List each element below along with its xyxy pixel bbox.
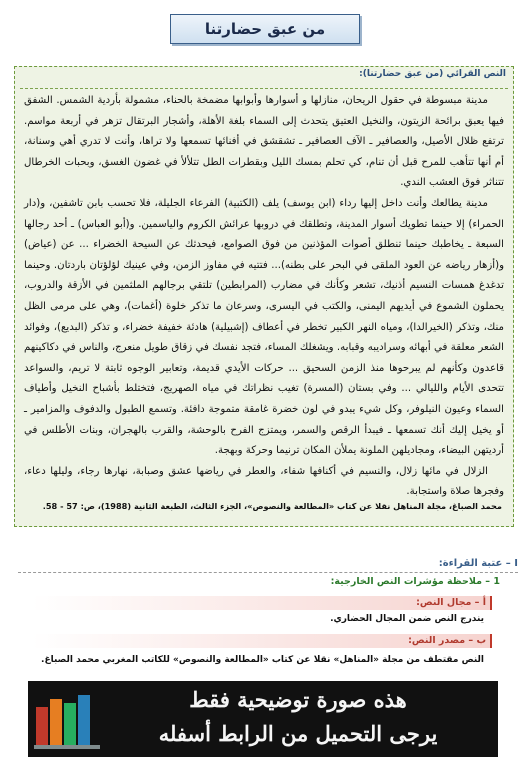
field-label-b: ب – مصدر النص: — [32, 634, 492, 648]
page-title: من عبق حضارتنا — [170, 14, 360, 44]
field-text-a: يندرج النص ضمن المجال الحضاري. — [330, 614, 484, 624]
reading-passage — [24, 91, 504, 503]
subsection-heading: 1 – ملاحظة مؤشرات النص الخارجية: — [330, 576, 500, 587]
section-heading: I – عتبة القراءة: — [438, 558, 518, 569]
banner-line-1: هذه صورة توضيحية فقط — [189, 687, 407, 712]
watermark-banner — [28, 681, 498, 757]
section-divider — [18, 572, 518, 573]
books-icon — [34, 689, 100, 749]
passage-paragraph-2: مدينة يطالعك وأنت داخل إليها رداء (ابن يوسف) يلف (الكتبية) الفرعاء الجليلة، فلا تحسب بابن تاشفين، و(دار الحمراء) إلا حينما تطويك أسوار المدينة، وتطلقك في دروبها عرائش الكروم والياسمين. و(أبو العباس) ـ أحد رجالها السبعة ـ يخاطبك حينما تنطلق أصوات المؤذنين من فوق الصوامع، فيحدثك عن السيحة الخضراء ... عن (عياض) و(أزهار رياضه عن العود الملقى في البحر على بطنه)... فتتيه في مفاوز الزمن، وفي عينيك لؤلؤتان باردتان. وحينما تدغدغ همسات النسيم أذنيك، تشعر وكأنك في مضارب (المرابطين) تلتقي برجالهم الملثمين في الأزقة والدروب، يحملون الشموع في أيديهم اليمنى، والكتب في اليسرى، وسرعان ما تذكر خلوة (أغمات)، وهي على مرمى الظل منك، وتذكر (الخيرالدا)، ومياه النهر الكبير تخطر في أعطاف (إشبيلية) هادئة خفيفة خضراء، و تذكر (البديع)، وفوائد الشعر معلقة في أبهائه وسراديبه وقبابه. ويشغلك المساء، فتجد نفسك في زقاق طويل منعرج، والناس في دكاكينهم قاعدون وكأنهم لم يبرحوها منذ الزمن السحيق ... حركات الأيدي قديمة، وتعابير الوجوه ثابتة لا تريم، والسواعد تتحدى الأيام والليالي ... وفي بستان (المسرة) تغيب نظراتك في مياه الصهريج، فتختلط بأشباح النخيل وأطياف السماء وعيون النيلوفر، وكل شيء يبدو في لون خضرة غامقة متموجة دافئة. وتسمع الطبول والدفوف والمزامير ـ أو يخيل إليك أنك تسمعها ـ فيبدأ الرقص والسمر، ويمتزج الفرح بالوحشة، والقرب بالهجران، وبنات الأطلس في أرديتهن البيضاء، ومجاديلهن الملونة يملأن المكان ترنيما وحركة وبهجة. — [24, 197, 504, 457]
field-label-a: أ – مجال النص: — [32, 596, 492, 610]
banner-line-2: يرجى التحميل من الرابط أسفله — [158, 721, 438, 746]
source-citation: محمد الصباغ، مجلة المناهل نقلا عن كتاب «المطالعة والنصوص»، الجزء الثالث، الطبعة الثانية (1988)، ص: 57 - 58. — [42, 501, 502, 511]
passage-paragraph-3: الزلال في مائها زلال، والنسيم في أكنافها شفاء، والعطر في رياضها عشق وصبابة، نهارها رجاء، وليلها دعاء، وفجرها صلاة واستجابة. — [24, 465, 504, 498]
frame-divider — [20, 88, 508, 89]
text-label: النص القرائي (من عبق حضارتنا): — [359, 69, 506, 79]
passage-paragraph-1: مدينة مبسوطة في حقول الريحان، منازلها و أسوارها وأبوابها مضمخة بالحناء، مشمولة بأردية الشمس. الشفق فيها يعبق برائحة الزيتون، والنخيل العتيق يتحدث إلى السماء بلغة الأهلة، وأشجار البرتقال تزهر في أربعة مواسم. ترتفع ظلال الأصيل، والعصافير ـ الآف العصافير ـ تشقشق في أفنائها تسمعها ولا تراها، وأنت لا تدري أهي وسنانة، أم أنها تتأهب للمرح قبل أن تنام، كي تحلم بمسك الليل وبقطرات الطل تتلألأ في غضون الغسق، وبحبات الخرطال تتناثر فوق العشب الندي. — [24, 95, 504, 189]
field-text-b: النص مقتطف من مجلة «المناهل» نقلا عن كتاب «المطالعة والنصوص» للكاتب المغربي محمد الصباغ. — [41, 655, 484, 665]
